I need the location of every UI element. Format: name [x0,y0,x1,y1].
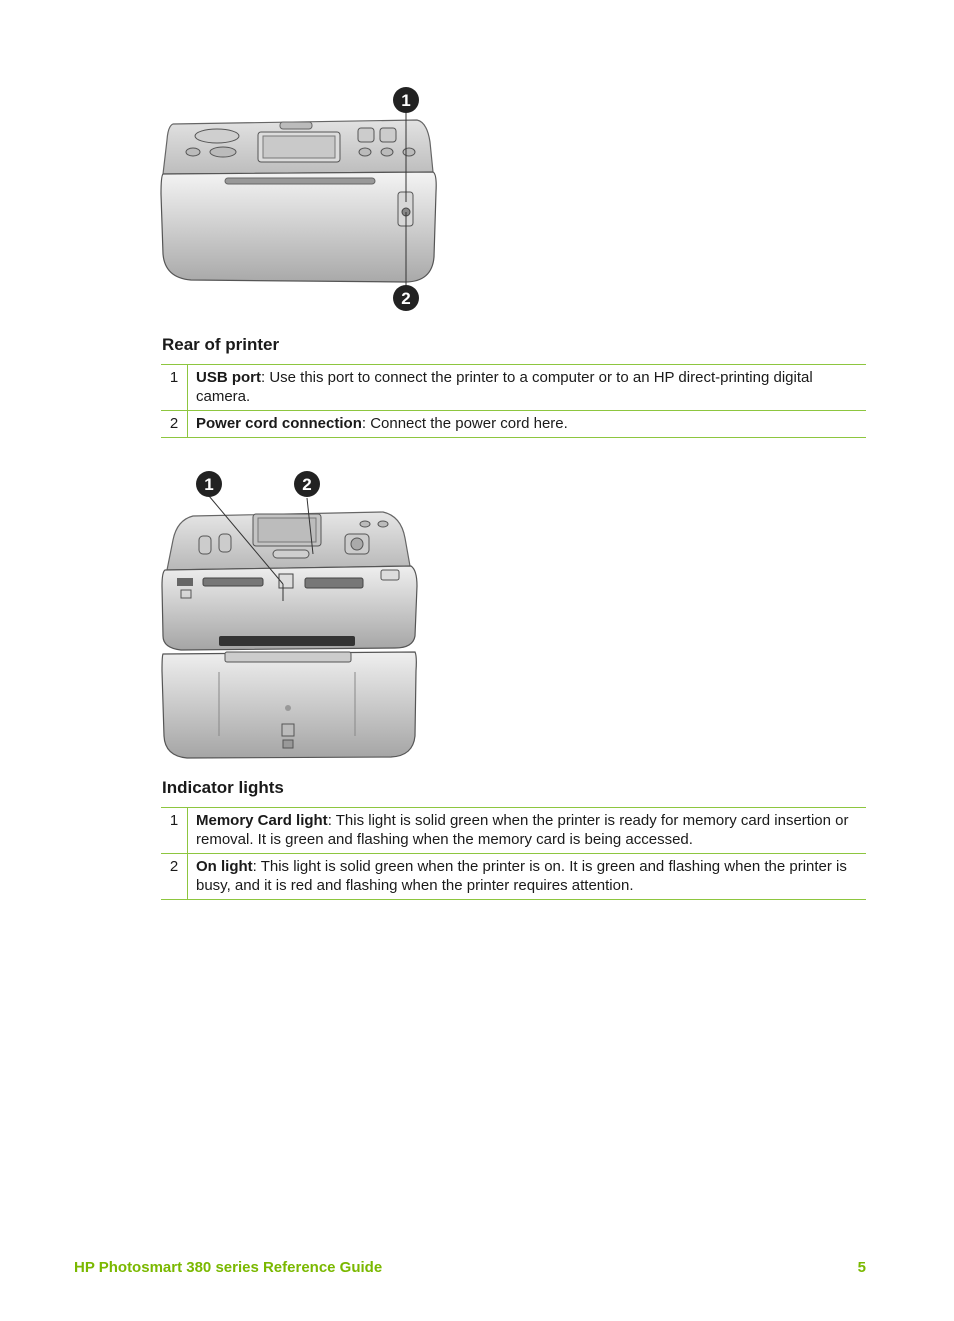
indicator-lights-table [161,807,866,900]
item-number: 1 [161,365,188,411]
item-number: 1 [161,808,188,854]
callout-2-label: 2 [401,289,411,308]
item-term: Power cord connection [196,415,362,432]
item-number: 2 [161,411,188,438]
item-description [188,411,867,438]
item-number: 2 [161,854,188,900]
item-term: On light [196,858,253,875]
callout-1-marker [393,87,419,113]
table-row [161,365,866,411]
callout-1-label: 1 [204,475,214,494]
printer-rear-illustration [155,82,440,314]
item-text: : Connect the power cord here. [361,415,568,432]
section-heading-indicators: Indicator lights [162,778,284,797]
table-row [161,854,866,900]
item-description [188,365,867,411]
footer-title: HP Photosmart 380 series Reference Guide [74,1259,383,1276]
callout-1-label: 1 [401,91,411,110]
item-text: : This light is solid green when the printer is ready for memory card insertion or removal. It is green and flashing when the memory card is being accessed. [196,812,849,848]
table-row [161,808,866,854]
item-description [188,808,867,854]
page-number: 5 [857,1259,866,1276]
callout-1-marker [196,471,222,497]
callout-2-marker [294,471,320,497]
item-term: Memory Card light [196,812,328,829]
rear-parts-table [161,364,866,438]
callout-2-marker [393,285,419,311]
item-text: : This light is solid green when the printer is on. It is green and flashing when the printer is busy, and it is red and flashing when the printer requires attention. [196,858,847,894]
callout-2-label: 2 [302,475,312,494]
item-term: USB port [196,369,261,386]
printer-front-illustration [155,466,423,762]
item-text: : Use this port to connect the printer to a computer or to an HP direct-printing digital camera. [196,369,813,405]
section-heading-rear: Rear of printer [162,335,280,354]
table-row [161,411,866,438]
item-description [188,854,867,900]
